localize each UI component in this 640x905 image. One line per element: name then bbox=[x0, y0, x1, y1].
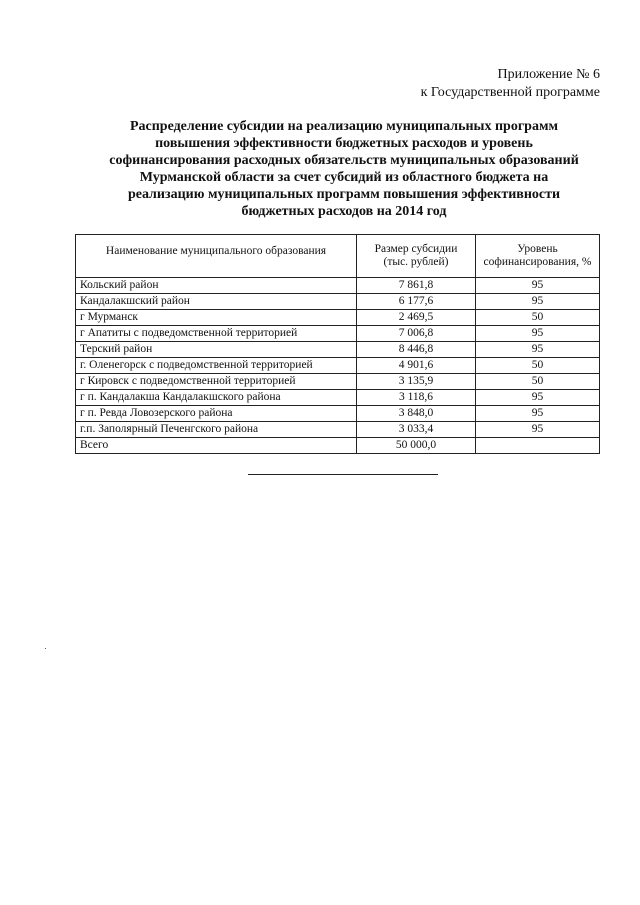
cell-total-amount: 50 000,0 bbox=[357, 438, 476, 454]
table-row bbox=[76, 278, 600, 294]
header-amount bbox=[357, 235, 476, 278]
cell-municipality: Терский район bbox=[76, 342, 357, 358]
cell-municipality: Кандалакшский район bbox=[76, 294, 357, 310]
cell-level: 50 bbox=[476, 358, 600, 374]
header-amount-line: (тыс. рублей) bbox=[383, 256, 449, 268]
cell-level: 95 bbox=[476, 342, 600, 358]
appendix-header bbox=[421, 66, 600, 102]
cell-amount: 4 901,6 bbox=[357, 358, 476, 374]
header-name-label: Наименование муниципального образования bbox=[105, 245, 327, 257]
cell-level: 95 bbox=[476, 422, 600, 438]
cell-amount: 3 033,4 bbox=[357, 422, 476, 438]
header-level bbox=[476, 235, 600, 278]
appendix-number: Приложение № 6 bbox=[497, 67, 600, 82]
cell-amount: 3 848,0 bbox=[357, 406, 476, 422]
title-line: повышения эффективности бюджетных расходов и уровень bbox=[155, 136, 533, 151]
appendix-program: к Государственной программе bbox=[420, 85, 600, 100]
subsidy-table bbox=[75, 234, 600, 454]
table-row bbox=[76, 358, 600, 374]
table-row bbox=[76, 422, 600, 438]
cell-municipality: Кольский район bbox=[76, 278, 357, 294]
header-amount-line: Размер субсидии bbox=[374, 243, 458, 255]
table-row bbox=[76, 342, 600, 358]
cell-total-level bbox=[476, 438, 600, 454]
table-row bbox=[76, 326, 600, 342]
table-total-row bbox=[76, 438, 600, 454]
cell-municipality: г Кировск с подведомственной территорией bbox=[76, 374, 357, 390]
document-title bbox=[70, 118, 618, 220]
cell-level: 95 bbox=[476, 390, 600, 406]
title-line: реализацию муниципальных программ повышения эффективности bbox=[127, 187, 561, 202]
header-name bbox=[76, 235, 357, 278]
cell-level: 95 bbox=[476, 326, 600, 342]
cell-amount: 2 469,5 bbox=[357, 310, 476, 326]
cell-amount: 7 861,8 bbox=[357, 278, 476, 294]
cell-municipality: г Мурманск bbox=[76, 310, 357, 326]
header-level-line: софинансирования, % bbox=[483, 256, 592, 268]
cell-level: 50 bbox=[476, 374, 600, 390]
cell-municipality: г п. Кандалакша Кандалакшского района bbox=[76, 390, 357, 406]
scan-speck bbox=[45, 648, 46, 649]
cell-amount: 8 446,8 bbox=[357, 342, 476, 358]
title-line: софинансирования расходных обязательств муниципальных образований bbox=[109, 153, 579, 168]
table-row bbox=[76, 310, 600, 326]
cell-municipality: г. Оленегорск с подведомственной территорией bbox=[76, 358, 357, 374]
cell-amount: 7 006,8 bbox=[357, 326, 476, 342]
cell-municipality: г.п. Заполярный Печенгского района bbox=[76, 422, 357, 438]
cell-level: 95 bbox=[476, 278, 600, 294]
title-line: Мурманской области за счет субсидий из областного бюджета на bbox=[139, 170, 549, 185]
cell-municipality: г п. Ревда Ловозерского района bbox=[76, 406, 357, 422]
cell-total-label: Всего bbox=[76, 438, 357, 454]
closing-rule bbox=[248, 474, 438, 475]
cell-municipality: г Апатиты с подведомственной территорией bbox=[76, 326, 357, 342]
title-line: Распределение субсидии на реализацию муниципальных программ bbox=[129, 119, 559, 134]
cell-amount: 6 177,6 bbox=[357, 294, 476, 310]
cell-level: 95 bbox=[476, 294, 600, 310]
header-level-line: Уровень bbox=[517, 243, 558, 255]
table-header-row bbox=[76, 235, 600, 278]
cell-level: 50 bbox=[476, 310, 600, 326]
table-row bbox=[76, 390, 600, 406]
table-row bbox=[76, 406, 600, 422]
title-line: бюджетных расходов на 2014 год bbox=[241, 204, 447, 219]
cell-amount: 3 135,9 bbox=[357, 374, 476, 390]
cell-amount: 3 118,6 bbox=[357, 390, 476, 406]
table-row bbox=[76, 294, 600, 310]
table-row bbox=[76, 374, 600, 390]
cell-level: 95 bbox=[476, 406, 600, 422]
